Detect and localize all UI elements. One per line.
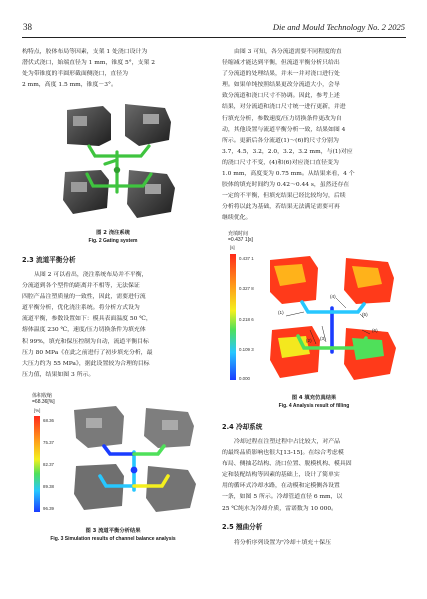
legend-tick: 0.437 1 xyxy=(239,256,254,261)
legend-title-quantity: 体积收缩 xyxy=(32,393,53,399)
callout-label-1: (1) xyxy=(278,310,284,315)
sprue xyxy=(114,167,120,173)
gating-system-drawing xyxy=(55,100,185,226)
text-line: 道平衡分析，优化浇注系统。将分析方式设为 xyxy=(22,305,140,312)
part-top-right xyxy=(125,104,171,146)
figure-3-channel-balance xyxy=(22,392,204,520)
text-line: 继续优化。 xyxy=(222,215,252,222)
section-title-2-4: 2.4 冷却系统 xyxy=(222,423,263,431)
part-detail xyxy=(71,182,87,192)
legend-tick: 89.38 xyxy=(43,484,54,489)
text-line: 熔体温度 230 ℃，速度/压力切换条件为填充体 xyxy=(22,327,146,334)
text-line: 流道平衡，参数设置如下：模具表面温度 50 ℃， xyxy=(22,316,152,323)
legend-tick: 68.36 xyxy=(43,418,54,423)
callout-label-3: (3) xyxy=(320,336,326,341)
text-line: 动，其他设置与流道平衡分析一致，结果如图 4 xyxy=(222,126,346,133)
legend-title-quantity: 充填时间 xyxy=(228,231,249,237)
figure-2-caption-cn: 图 2 浇注系统 xyxy=(96,230,130,236)
left-section-body xyxy=(22,270,204,381)
legend-tick: 96.39 xyxy=(43,506,54,511)
part-detail xyxy=(143,114,159,124)
section-title-2-5: 2.5 翘曲分析 xyxy=(222,523,263,531)
text-line: 3.7，4.5，3.2，2.0，3.2，3.2 mm，与(1)对应 xyxy=(222,148,353,155)
sprue xyxy=(131,467,138,474)
text-line: 处为带锥度的半圆形截面侧浇口，直径为 xyxy=(22,71,129,78)
text-line: 行填充分析，参数速度/压力切换条件更改为自 xyxy=(222,115,342,122)
text-line: 的浇口尺寸不变，(4)和(6)对应浇口直径变为 xyxy=(222,159,339,166)
part-detail xyxy=(73,116,87,126)
legend-tick: 75.37 xyxy=(43,440,54,445)
text-line: 将分析序列设置为"冷却＋填充＋保压 xyxy=(234,540,331,546)
text-line: 的最终品质影响也很大[13-15]。在综合考虑模 xyxy=(222,450,344,457)
text-line: 由图 3 可知，各分流道需要不同程度的直 xyxy=(234,49,342,55)
text-line: 一定的不平衡，但填充结果已经比较均匀，后续 xyxy=(222,193,346,200)
callout-label-5: (5) xyxy=(362,312,368,317)
figure-4-caption-cn: 图 4 填充仿真结果 xyxy=(291,395,337,401)
legend-unit: [s] xyxy=(230,245,235,250)
legend-tick: 0.109 3 xyxy=(239,347,254,352)
text-line: 用的循环式冷却水路，在动模和定模侧各设置 xyxy=(222,483,340,490)
journal-title: Die and Mould Technology No. 2 2025 xyxy=(272,22,405,32)
text-line: 结果，对分流道和浇口尺寸统一进行更新，并进 xyxy=(222,104,346,111)
legend-tick: 0.000 xyxy=(239,376,250,381)
text-line: 胶体的填充时间约为 0.42～0.44 s，虽然还存在 xyxy=(222,182,350,189)
callout-label-6: (6) xyxy=(372,328,378,333)
figure-2-gating-system xyxy=(55,100,185,226)
filling-time-plot xyxy=(266,252,398,386)
right-intro-text xyxy=(222,47,406,225)
text-line: 了分流道的处理结果，并未一并对浇口进行处 xyxy=(222,71,340,78)
figure-3-caption-en: Fig. 3 Simulation results of channel balance analysis xyxy=(50,536,176,542)
legend-tick: 82.37 xyxy=(43,462,54,467)
text-line: 分析将以此为基础，若结果无法满足需要可再 xyxy=(222,204,340,211)
color-legend-bar xyxy=(230,254,236,380)
legend-unit: [%] xyxy=(34,408,41,413)
text-line: 25 ℃纯水为冷却介质，雷诺数为 10 000。 xyxy=(222,505,338,512)
part-bottom-right xyxy=(146,466,196,512)
part-detail xyxy=(86,418,102,428)
text-line: 分流道到各个型件的距离并不相等，无法保证 xyxy=(22,283,140,290)
legend-tick: 0.327 8 xyxy=(239,286,254,291)
text-line: 构特点，胶体布局等因素，支架 1 处浇口设计为 xyxy=(22,49,148,55)
text-line: 压力 80 MPa《在此之前进行了初步填充分析，最 xyxy=(22,349,153,356)
figure-3-caption-cn: 图 3 流道平衡分析结果 xyxy=(85,528,141,534)
text-line: 定和装配结构等因素的基础上，设计了简单实 xyxy=(222,472,340,479)
text-line: 冷却过程在注塑过程中占比较大，对产品 xyxy=(234,439,341,445)
legend-tick: 0.218 6 xyxy=(239,317,254,322)
channel-balance-plot xyxy=(70,402,200,516)
page-number: 38 xyxy=(23,22,32,32)
text-line: 四腔产品注塑质量的一致性，因此，需要进行流 xyxy=(22,294,146,301)
text-line: 致分流道和浇口尺寸不协调。因此，参考上述 xyxy=(222,93,340,100)
text-line: 所示。更新后各分流道(1)～(6)的尺寸分别为 xyxy=(222,137,339,144)
text-line: 压力值，结果如图 3 所示。 xyxy=(22,371,95,378)
text-line: 大压力约为 55 MPa》，据此设置较为合理的目标 xyxy=(22,360,150,367)
text-line: 一条，如图 5 所示。冷却管道直径 6 mm，以 xyxy=(222,494,343,501)
text-line: 理。如果单纯按照结果更改分流道大小，会导 xyxy=(222,82,340,89)
text-line: 从图 2 可以看出，浇注系统布局并不平衡， xyxy=(34,272,148,278)
text-line: 潜伏式浇口，始端直径为 1 mm，锥度 5°，支架 2 xyxy=(22,60,155,67)
text-line: 1.0 mm，高度变为 0.75 mm。从结果来看，4 个 xyxy=(222,171,355,178)
section-title-2-3: 2.3 流道平衡分析 xyxy=(22,256,76,264)
text-line: 2 mm，高度 1.5 mm，锥度－3°。 xyxy=(22,82,117,89)
figure-2-caption-en: Fig. 2 Gating system xyxy=(88,238,138,244)
text-line: 积 99%，填充和保压控制为自动，流道平衡目标 xyxy=(22,338,149,345)
part-detail xyxy=(145,184,161,194)
color-legend-bar xyxy=(34,416,40,512)
legend-title-value: =68.36[%] xyxy=(32,399,55,405)
text-line: 布局、侧抽芯结构、浇口位置、脱模机构、模具固 xyxy=(222,461,352,468)
part-detail xyxy=(162,420,178,430)
legend-title-value: =0.437 1[s] xyxy=(228,237,253,243)
warp-section-body xyxy=(222,538,406,549)
callout-label-4: (4) xyxy=(330,294,336,299)
figure-4-caption-en: Fig. 4 Analysis result of filling xyxy=(278,403,350,409)
header-rule xyxy=(22,37,406,38)
cooling-section-body xyxy=(222,437,406,515)
callout-label-2: (2) xyxy=(306,338,312,343)
figure-4-filling-result xyxy=(226,230,406,390)
text-line: 径缩减才能达到平衡，但流道平衡分析只给出 xyxy=(222,60,340,67)
left-intro-text xyxy=(22,47,204,91)
